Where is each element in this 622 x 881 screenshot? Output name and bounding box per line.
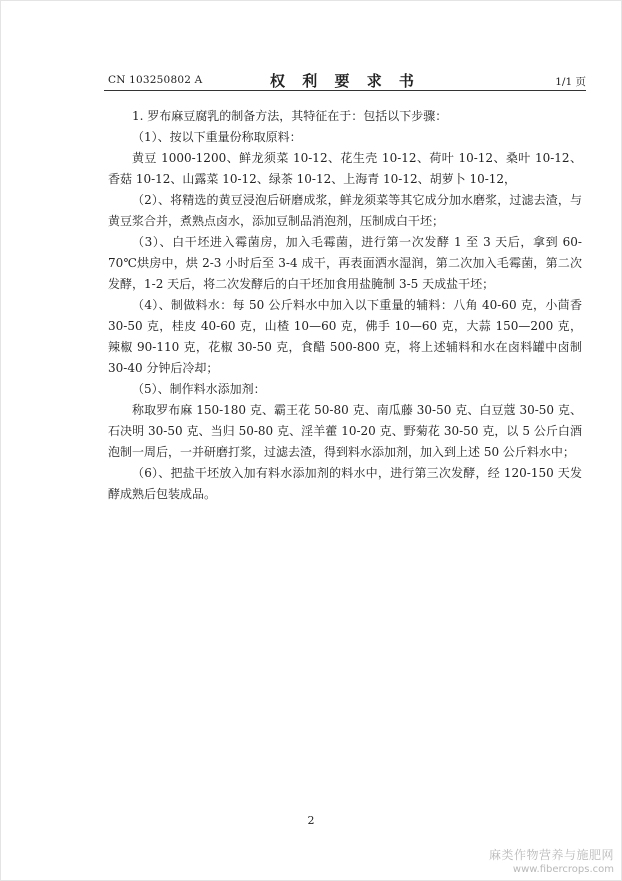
claim-step-5-additive: 称取罗布麻 150-180 克、霸王花 50-80 克、南瓜藤 30-50 克、白豆蔻 30-50 克、石决明 30-50 克、当归 50-80 克、淫羊藿 10-20 克、野菊花 30-50 克，以 5 公斤白酒泡制一周后，一并研磨打浆，过滤去渣，得到料水添加剂，加入到上述 50 公斤料水中； xyxy=(108,403,582,459)
header-divider xyxy=(104,90,586,91)
claim-step-2: （2）、将精选的黄豆浸泡后研磨成浆，鲜龙须菜等其它成分加水磨浆，过滤去渣，与黄豆浆合并，煮熟点卤水，添加豆制品消泡剂，压制成白干坯； xyxy=(108,193,582,228)
watermark-url: www.fibercrops.com xyxy=(512,864,614,875)
watermark-site-name: 麻类作物营养与施肥网 xyxy=(488,848,614,862)
document-header xyxy=(104,70,586,88)
claim-step-3: （3）、白干坯进入霉菌房，加入毛霉菌，进行第一次发酵 1 至 3 天后，拿到 60-70℃烘房中，烘 2-3 小时后至 3-4 成干，再表面洒水湿润，第二次加入毛霉菌，第二次发酵，1-2 天后，将二次发酵后的白干坯加食用盐腌制 3-5 天成盐干坯； xyxy=(108,235,582,291)
publication-number: CN 103250802 A xyxy=(108,74,203,86)
page-number: 2 xyxy=(307,814,315,827)
claim-1-intro: 1. 罗布麻豆腐乳的制备方法，其特征在于：包括以下步骤： xyxy=(132,109,448,123)
claim-step-6: （6）、把盐干坯放入加有料水添加剂的料水中，进行第三次发酵，经 120-150 天发酵成熟后包装成品。 xyxy=(108,466,582,501)
claim-step-5: （5）、制作料水添加剂： xyxy=(132,382,266,396)
section-title: 权 利 要 求 书 xyxy=(270,72,420,90)
page-counter: 1/1 页 xyxy=(555,76,586,88)
claims-body xyxy=(108,106,582,505)
claim-step-1-ingredients: 黄豆 1000-1200、鲜龙须菜 10-12、花生壳 10-12、荷叶 10-12、桑叶 10-12、香菇 10-12、山露菜 10-12、绿茶 10-12、上海青 10-12、胡萝卜 10-12， xyxy=(108,151,582,186)
site-watermark xyxy=(484,848,614,876)
claim-step-4: （4）、制做料水：每 50 公斤料水中加入以下重量的辅料：八角 40-60 克，小茴香 30-50 克，桂皮 40-60 克，山楂 10—60 克，佛手 10—60 克，大蒜 150—200 克，辣椒 90-110 克，花椒 30-50 克，食醋 500-800 克，将上述辅料和水在卤料罐中卤制 30-40 分钟后冷却； xyxy=(108,298,582,375)
claim-step-1: （1）、按以下重量份称取原料： xyxy=(132,130,302,144)
